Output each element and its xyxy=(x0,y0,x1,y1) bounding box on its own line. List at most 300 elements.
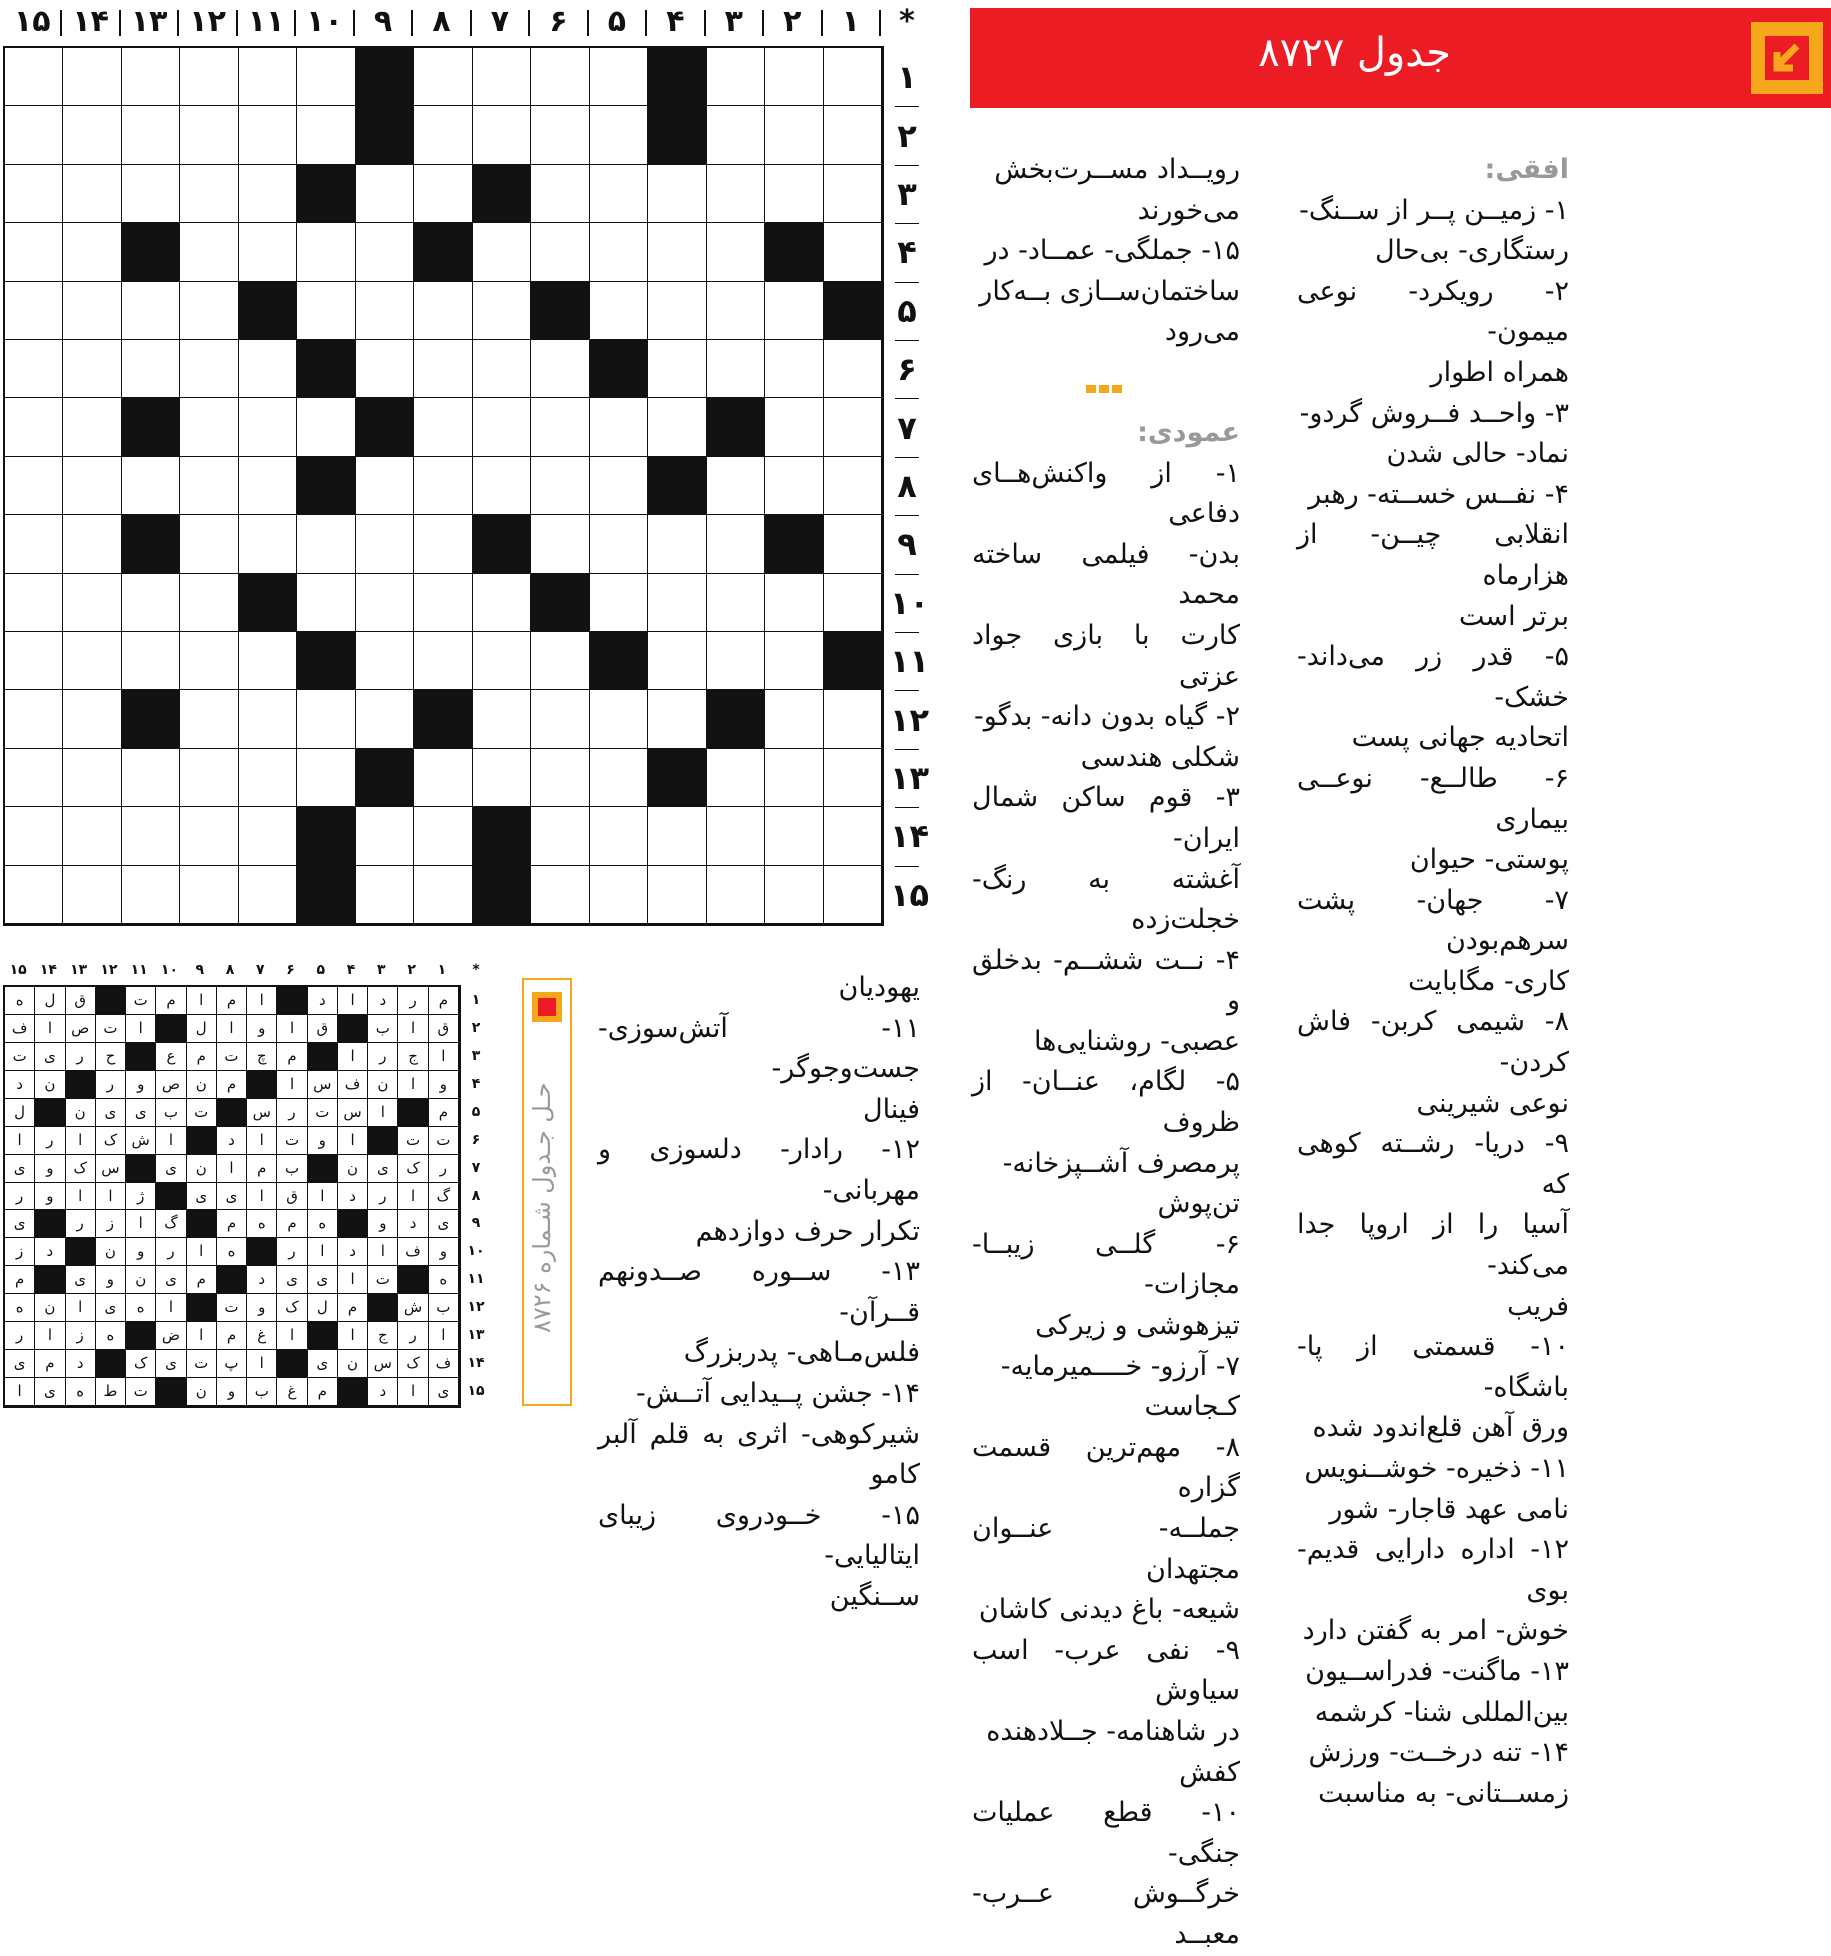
grid-cell[interactable] xyxy=(297,106,355,164)
column-separator xyxy=(119,10,121,36)
grid-cell[interactable] xyxy=(648,632,706,690)
grid-cell[interactable] xyxy=(239,690,297,748)
solution-block xyxy=(156,1183,186,1211)
grid-cell[interactable] xyxy=(473,106,531,164)
grid-cell[interactable] xyxy=(5,690,63,748)
grid-cell[interactable] xyxy=(590,749,648,807)
solution-letter: م xyxy=(156,987,186,1015)
solution-letter: ر xyxy=(429,1155,459,1183)
grid-cell[interactable] xyxy=(356,807,414,865)
grid-cell[interactable] xyxy=(356,515,414,573)
solution-letter: ی xyxy=(156,1266,186,1294)
solution-block xyxy=(247,1238,277,1266)
column-separator xyxy=(60,10,62,36)
grid-cell[interactable] xyxy=(63,340,121,398)
grid-cell[interactable] xyxy=(122,48,180,106)
solution-letter: ا xyxy=(156,1127,186,1155)
grid-cell[interactable] xyxy=(707,515,765,573)
grid-cell[interactable] xyxy=(356,165,414,223)
grid-cell[interactable] xyxy=(824,165,882,223)
solution-letter: ج xyxy=(398,1043,428,1071)
solution-column-number: ۹ xyxy=(195,962,204,978)
grid-cell[interactable] xyxy=(5,106,63,164)
solution-letter: و xyxy=(368,1210,398,1238)
row-separator xyxy=(895,574,919,575)
grid-cell[interactable] xyxy=(180,165,238,223)
solution-letter: ه xyxy=(429,1266,459,1294)
vertical-clue-line: ۷- آرزو- خــــمیرمایه- xyxy=(1000,1350,1240,1382)
grid-cell[interactable] xyxy=(122,807,180,865)
solution-letter: ب xyxy=(156,1099,186,1127)
grid-cell[interactable] xyxy=(122,106,180,164)
solution-letter: ا xyxy=(66,1127,96,1155)
grid-block xyxy=(473,807,531,865)
solution-column-number: ۱ xyxy=(437,962,447,978)
solution-letter: م xyxy=(35,1350,65,1378)
grid-cell[interactable] xyxy=(297,398,355,456)
grid-cell[interactable] xyxy=(239,457,297,515)
grid-cell[interactable] xyxy=(531,807,589,865)
grid-cell[interactable] xyxy=(63,690,121,748)
grid-cell[interactable] xyxy=(239,48,297,106)
solution-letter: ن xyxy=(187,1071,217,1099)
grid-cell[interactable] xyxy=(63,223,121,281)
grid-cell[interactable] xyxy=(765,457,823,515)
grid-cell[interactable] xyxy=(707,807,765,865)
grid-cell[interactable] xyxy=(765,632,823,690)
grid-cell[interactable] xyxy=(414,340,472,398)
crossword-grid xyxy=(3,46,884,926)
solution-letter: ل xyxy=(35,987,65,1015)
grid-cell[interactable] xyxy=(239,165,297,223)
grid-block xyxy=(356,398,414,456)
grid-cell[interactable] xyxy=(414,165,472,223)
grid-block xyxy=(239,282,297,340)
grid-block xyxy=(473,866,531,924)
grid-cell[interactable] xyxy=(765,807,823,865)
grid-cell[interactable] xyxy=(473,223,531,281)
grid-cell[interactable] xyxy=(63,749,121,807)
grid-cell[interactable] xyxy=(765,340,823,398)
solution-column-number: ۱۱ xyxy=(130,962,148,978)
row-number: ۱۳ xyxy=(890,759,930,797)
grid-cell[interactable] xyxy=(648,398,706,456)
row-separator xyxy=(895,340,919,341)
horizontal-clue-line: ۳- واحــد فــروش گردو- xyxy=(1299,397,1569,429)
grid-cell[interactable] xyxy=(765,165,823,223)
grid-cell[interactable] xyxy=(414,866,472,924)
solution-row-number: ۱۳ xyxy=(467,1327,485,1344)
grid-cell[interactable] xyxy=(5,223,63,281)
grid-cell[interactable] xyxy=(707,457,765,515)
grid-cell[interactable] xyxy=(414,457,472,515)
grid-cell[interactable] xyxy=(122,866,180,924)
solution-row-number: ۷ xyxy=(471,1159,481,1176)
grid-cell[interactable] xyxy=(824,106,882,164)
grid-cell[interactable] xyxy=(239,515,297,573)
grid-cell[interactable] xyxy=(239,807,297,865)
grid-cell[interactable] xyxy=(356,690,414,748)
grid-cell[interactable] xyxy=(5,48,63,106)
grid-cell[interactable] xyxy=(5,807,63,865)
row-separator xyxy=(895,632,919,633)
grid-cell[interactable] xyxy=(473,632,531,690)
grid-cell[interactable] xyxy=(239,340,297,398)
grid-block xyxy=(297,457,355,515)
grid-cell[interactable] xyxy=(648,223,706,281)
grid-cell[interactable] xyxy=(531,48,589,106)
solution-letter: ق xyxy=(308,1015,338,1043)
grid-cell[interactable] xyxy=(707,340,765,398)
solution-letter: ا xyxy=(308,1183,338,1211)
grid-cell[interactable] xyxy=(824,515,882,573)
vertical-clue-line: کـجاست xyxy=(1144,1391,1240,1423)
grid-cell[interactable] xyxy=(590,165,648,223)
solution-letter: ی xyxy=(277,1266,307,1294)
grid-cell[interactable] xyxy=(180,282,238,340)
solution-column-number: ۸ xyxy=(225,962,235,978)
grid-cell[interactable] xyxy=(765,48,823,106)
grid-cell[interactable] xyxy=(5,574,63,632)
grid-cell[interactable] xyxy=(473,398,531,456)
grid-cell[interactable] xyxy=(63,807,121,865)
solution-letter: ی xyxy=(35,1043,65,1071)
grid-cell[interactable] xyxy=(63,515,121,573)
vertical-clue-line: شیعه- باغ دیدنی کاشان xyxy=(978,1594,1240,1626)
grid-cell[interactable] xyxy=(531,398,589,456)
grid-cell[interactable] xyxy=(63,457,121,515)
grid-cell[interactable] xyxy=(297,690,355,748)
grid-cell[interactable] xyxy=(180,632,238,690)
grid-cell[interactable] xyxy=(824,223,882,281)
grid-cell[interactable] xyxy=(590,690,648,748)
column-separator xyxy=(704,10,706,36)
solution-column-number: ۱۲ xyxy=(100,962,118,978)
solution-letter: ح xyxy=(96,1043,126,1071)
grid-cell[interactable] xyxy=(531,106,589,164)
grid-cell[interactable] xyxy=(590,866,648,924)
grid-cell[interactable] xyxy=(63,398,121,456)
column-separator xyxy=(177,10,179,36)
grid-cell[interactable] xyxy=(5,866,63,924)
grid-cell[interactable] xyxy=(824,807,882,865)
bottom-clues xyxy=(598,968,920,1618)
solution-letter: ا xyxy=(277,1322,307,1350)
solution-letter: پ xyxy=(217,1350,247,1378)
grid-cell[interactable] xyxy=(531,340,589,398)
grid-cell[interactable] xyxy=(5,165,63,223)
grid-cell[interactable] xyxy=(180,398,238,456)
grid-cell[interactable] xyxy=(531,223,589,281)
grid-cell[interactable] xyxy=(414,106,472,164)
solution-row-number: ۴ xyxy=(471,1075,481,1092)
grid-cell[interactable] xyxy=(473,457,531,515)
grid-cell[interactable] xyxy=(590,106,648,164)
grid-cell[interactable] xyxy=(531,749,589,807)
solution-letter: ش xyxy=(126,1127,156,1155)
grid-cell[interactable] xyxy=(5,749,63,807)
grid-cell[interactable] xyxy=(531,457,589,515)
grid-cell[interactable] xyxy=(180,807,238,865)
column-number: ۴ xyxy=(666,4,685,39)
solution-letter: ت xyxy=(217,1043,247,1071)
solution-letter: ا xyxy=(338,1043,368,1071)
grid-cell[interactable] xyxy=(824,574,882,632)
horizontal-clue-line: خوش- امر به گفتن دارد xyxy=(1302,1615,1569,1647)
grid-cell[interactable] xyxy=(531,165,589,223)
horizontal-clue-line: ۱۳- ماگنت- فدراســیون xyxy=(1305,1655,1569,1687)
solution-block xyxy=(96,987,126,1015)
grid-cell[interactable] xyxy=(707,749,765,807)
vertical-clue-line: شکلی هندسی xyxy=(1080,741,1240,773)
grid-cell[interactable] xyxy=(63,48,121,106)
grid-cell[interactable] xyxy=(414,632,472,690)
grid-cell[interactable] xyxy=(122,457,180,515)
grid-cell[interactable] xyxy=(824,398,882,456)
grid-cell[interactable] xyxy=(590,807,648,865)
solution-letter: ر xyxy=(398,1322,428,1350)
solution-letter: ی xyxy=(156,1350,186,1378)
grid-cell[interactable] xyxy=(63,106,121,164)
grid-cell[interactable] xyxy=(824,457,882,515)
vertical-clue-line: آغشته به رنگ- خجلت‌زده xyxy=(972,863,1240,936)
grid-cell[interactable] xyxy=(590,398,648,456)
grid-cell[interactable] xyxy=(180,866,238,924)
vertical-clue-line: ۱۴- جشن پــیدایی آتــش- xyxy=(635,1377,920,1409)
grid-cell[interactable] xyxy=(356,282,414,340)
solution-row-number: ۱۴ xyxy=(467,1355,485,1372)
horizontal-clue-line: برتر است xyxy=(1458,600,1569,632)
grid-cell[interactable] xyxy=(414,282,472,340)
column-number: ۱۴ xyxy=(72,4,109,39)
solution-block xyxy=(156,1378,186,1406)
grid-cell[interactable] xyxy=(707,106,765,164)
solution-row-number: ۱۱ xyxy=(467,1271,485,1288)
grid-cell[interactable] xyxy=(531,866,589,924)
grid-cell[interactable] xyxy=(590,515,648,573)
grid-cell[interactable] xyxy=(765,574,823,632)
grid-cell[interactable] xyxy=(180,515,238,573)
grid-cell[interactable] xyxy=(180,106,238,164)
solution-letter: و xyxy=(35,1155,65,1183)
grid-cell[interactable] xyxy=(239,223,297,281)
grid-cell[interactable] xyxy=(648,340,706,398)
grid-cell[interactable] xyxy=(5,515,63,573)
grid-cell[interactable] xyxy=(356,223,414,281)
grid-cell[interactable] xyxy=(707,866,765,924)
vertical-clue-line: فلس‌مـاهی- پدربزرگ xyxy=(683,1337,920,1369)
grid-cell[interactable] xyxy=(180,749,238,807)
solution-letter: ت xyxy=(187,1350,217,1378)
grid-cell[interactable] xyxy=(180,574,238,632)
grid-cell[interactable] xyxy=(590,48,648,106)
grid-cell[interactable] xyxy=(765,282,823,340)
grid-cell[interactable] xyxy=(473,749,531,807)
grid-cell[interactable] xyxy=(590,223,648,281)
solution-letter: ی xyxy=(5,1210,35,1238)
grid-cell[interactable] xyxy=(824,690,882,748)
grid-cell[interactable] xyxy=(707,632,765,690)
solution-block xyxy=(308,1043,338,1071)
grid-block xyxy=(824,632,882,690)
grid-cell[interactable] xyxy=(239,866,297,924)
solution-block xyxy=(277,1350,307,1378)
solution-letter: ا xyxy=(429,1322,459,1350)
solution-letter: ا xyxy=(5,1127,35,1155)
grid-cell[interactable] xyxy=(5,632,63,690)
grid-cell[interactable] xyxy=(648,282,706,340)
grid-cell[interactable] xyxy=(297,223,355,281)
grid-cell[interactable] xyxy=(473,48,531,106)
grid-cell[interactable] xyxy=(707,574,765,632)
grid-cell[interactable] xyxy=(590,282,648,340)
grid-cell[interactable] xyxy=(63,282,121,340)
grid-cell[interactable] xyxy=(5,457,63,515)
grid-cell[interactable] xyxy=(5,282,63,340)
grid-cell[interactable] xyxy=(590,457,648,515)
grid-cell[interactable] xyxy=(707,223,765,281)
row-separator xyxy=(895,223,919,224)
grid-cell[interactable] xyxy=(356,340,414,398)
grid-cell[interactable] xyxy=(648,866,706,924)
grid-cell[interactable] xyxy=(824,48,882,106)
solution-letter: ی xyxy=(429,1378,459,1406)
grid-cell[interactable] xyxy=(648,515,706,573)
grid-cell[interactable] xyxy=(707,282,765,340)
grid-cell[interactable] xyxy=(297,574,355,632)
row-number: ۶ xyxy=(897,350,917,389)
column-number: ۸ xyxy=(432,4,451,39)
solution-block xyxy=(126,1322,156,1350)
grid-cell[interactable] xyxy=(180,340,238,398)
grid-cell[interactable] xyxy=(297,48,355,106)
grid-cell[interactable] xyxy=(356,457,414,515)
grid-cell[interactable] xyxy=(122,574,180,632)
solution-letter: ط xyxy=(96,1378,126,1406)
horizontal-clue-line: پوستی- حیوان xyxy=(1409,844,1569,876)
grid-cell[interactable] xyxy=(414,515,472,573)
grid-cell[interactable] xyxy=(648,165,706,223)
grid-cell[interactable] xyxy=(590,574,648,632)
grid-cell[interactable] xyxy=(5,398,63,456)
grid-cell[interactable] xyxy=(180,48,238,106)
horizontal-clue-line: ۱۰- قسمتی از پا- باشگاه- xyxy=(1297,1331,1569,1403)
grid-cell[interactable] xyxy=(824,340,882,398)
solution-letter: ه xyxy=(66,1378,96,1406)
grid-cell[interactable] xyxy=(122,165,180,223)
grid-cell[interactable] xyxy=(122,749,180,807)
column-separator xyxy=(411,10,413,36)
grid-cell[interactable] xyxy=(180,457,238,515)
grid-cell[interactable] xyxy=(122,282,180,340)
grid-cell[interactable] xyxy=(356,574,414,632)
grid-cell[interactable] xyxy=(297,282,355,340)
solution-letter: ا xyxy=(96,1183,126,1211)
grid-cell[interactable] xyxy=(122,340,180,398)
grid-cell[interactable] xyxy=(531,632,589,690)
grid-cell[interactable] xyxy=(765,690,823,748)
solution-letter: د xyxy=(247,1266,277,1294)
solution-letter: ن xyxy=(187,1155,217,1183)
solution-block xyxy=(126,1043,156,1071)
grid-cell[interactable] xyxy=(824,866,882,924)
solution-letter: ک xyxy=(66,1155,96,1183)
grid-cell[interactable] xyxy=(765,398,823,456)
solution-letter: م xyxy=(5,1266,35,1294)
grid-cell[interactable] xyxy=(414,48,472,106)
grid-cell[interactable] xyxy=(356,866,414,924)
column-number: ۳ xyxy=(724,4,743,39)
row-number: ۷ xyxy=(897,408,917,447)
solution-letter: ت xyxy=(217,1294,247,1322)
grid-cell[interactable] xyxy=(648,574,706,632)
horizontal-clue-line: ۱۲- اداره دارایی قدیم- بوی xyxy=(1297,1534,1569,1606)
grid-cell[interactable] xyxy=(239,398,297,456)
grid-cell[interactable] xyxy=(239,106,297,164)
grid-cell[interactable] xyxy=(5,340,63,398)
grid-cell[interactable] xyxy=(707,48,765,106)
solution-letter: ی xyxy=(308,1350,338,1378)
grid-cell[interactable] xyxy=(473,282,531,340)
grid-cell[interactable] xyxy=(531,515,589,573)
grid-block xyxy=(590,340,648,398)
horizontal-clue-line: ساختمان‌ســازی بــه‌کار xyxy=(979,275,1240,307)
grid-cell[interactable] xyxy=(180,690,238,748)
grid-cell[interactable] xyxy=(297,515,355,573)
solution-letter: ت xyxy=(429,1127,459,1155)
grid-cell[interactable] xyxy=(63,866,121,924)
solution-letter: ژ xyxy=(126,1183,156,1211)
grid-cell[interactable] xyxy=(473,340,531,398)
grid-cell[interactable] xyxy=(531,690,589,748)
horizontal-clue-line: ۶- طالــع- نوعــی بیماری xyxy=(1297,762,1569,835)
solution-letter: ا xyxy=(338,1266,368,1294)
grid-block xyxy=(122,398,180,456)
grid-cell[interactable] xyxy=(765,749,823,807)
grid-cell[interactable] xyxy=(239,749,297,807)
solution-letter: ا xyxy=(247,1350,277,1378)
grid-cell[interactable] xyxy=(239,632,297,690)
grid-cell[interactable] xyxy=(765,106,823,164)
grid-cell[interactable] xyxy=(63,574,121,632)
grid-cell[interactable] xyxy=(414,749,472,807)
grid-cell[interactable] xyxy=(473,574,531,632)
grid-cell[interactable] xyxy=(648,690,706,748)
grid-cell[interactable] xyxy=(765,866,823,924)
grid-cell[interactable] xyxy=(414,398,472,456)
solution-letter: ا xyxy=(35,1322,65,1350)
grid-cell[interactable] xyxy=(414,807,472,865)
grid-cell[interactable] xyxy=(63,632,121,690)
grid-cell[interactable] xyxy=(356,632,414,690)
solution-letter: ب xyxy=(277,1155,307,1183)
grid-block xyxy=(473,165,531,223)
grid-cell[interactable] xyxy=(648,807,706,865)
column-separator xyxy=(236,10,238,36)
grid-cell[interactable] xyxy=(473,690,531,748)
solution-letter: ا xyxy=(187,1238,217,1266)
grid-cell[interactable] xyxy=(297,749,355,807)
grid-cell[interactable] xyxy=(180,223,238,281)
solution-column-number: ۴ xyxy=(346,962,356,978)
grid-cell[interactable] xyxy=(122,632,180,690)
grid-cell[interactable] xyxy=(414,574,472,632)
grid-cell[interactable] xyxy=(824,749,882,807)
solution-row-number: ۳ xyxy=(471,1047,481,1064)
grid-cell[interactable] xyxy=(707,165,765,223)
grid-cell[interactable] xyxy=(63,165,121,223)
vertical-clue-line: بدن- فیلمی ساخته محمد xyxy=(972,538,1240,611)
